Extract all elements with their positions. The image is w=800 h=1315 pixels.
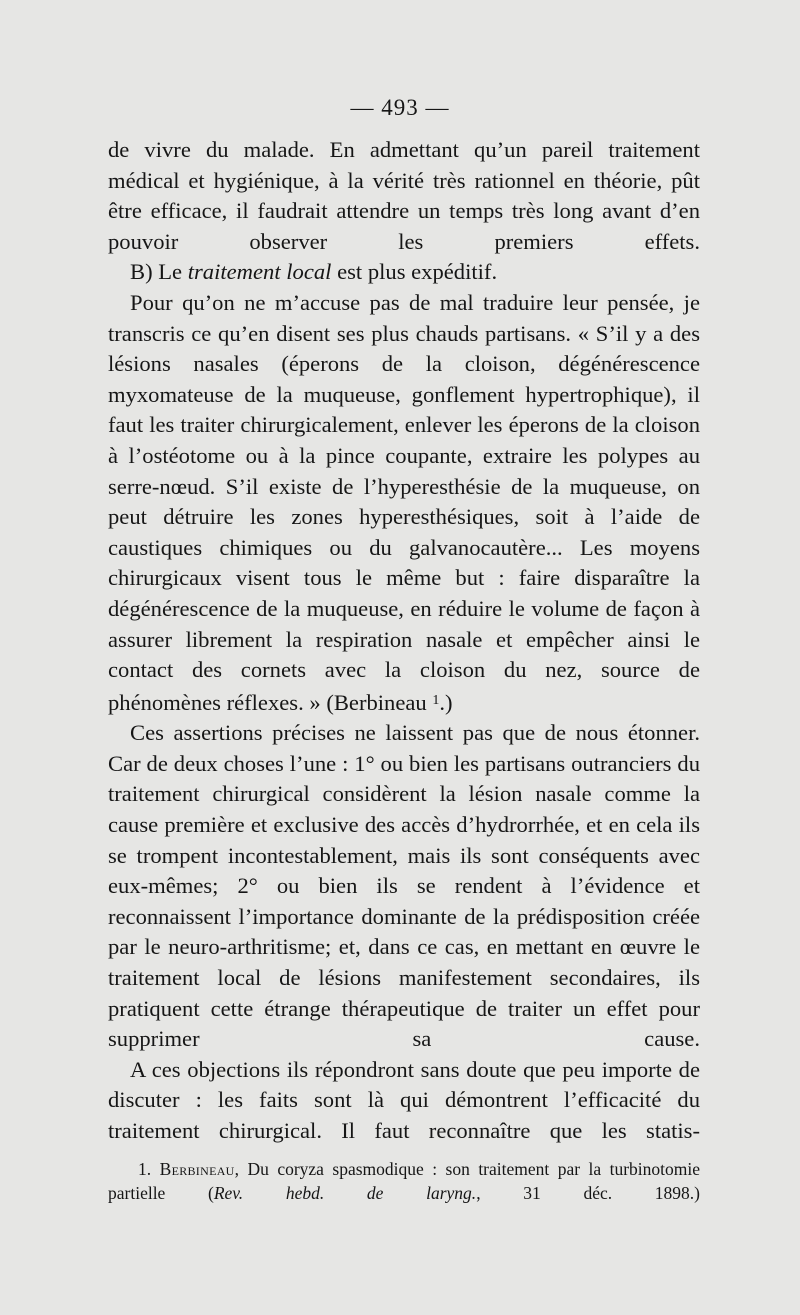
main-text: [108, 135, 700, 1147]
paragraph-2: [108, 257, 700, 288]
footnote-text: , Du coryza spasmodique : son traitement par la turbinotomie partielle (: [108, 1159, 701, 1203]
footnote-reference: 1: [432, 692, 440, 708]
footnote-author: Berbineau: [159, 1159, 235, 1179]
footnote-1: [108, 1157, 700, 1205]
footnote-journal: Rev. hebd. de laryng.: [213, 1183, 477, 1203]
paragraph-3-text: Pour qu’on ne m’accuse pas de mal traduire leur pensée, je transcris ce qu’en disent ses plus chauds partisans. « S’il y a des lésions nasales (éperons de la cloison, dégénérescence myxomateuse de la muqueuse, gonflement hypertrophique), il faut les traiter chirurgicalement, enlever les éperons de la cloison à l’ostéotome ou à la pince coupante, extraire les polypes au serre-nœud. S’il existe de l’hyperesthésie de la muqueuse, on peut détruire les zones hyperesthésiques, soit à l’aide de caustiques chimiques ou du galvanocautère... Les moyens chirurgicaux visent tous le même but : faire disparaître la dégénérescence de la muqueuse, en réduire le volume de façon à assurer librement la respiration nasale et empêcher ainsi le contact des cornets avec la cloison du nez, source de phénomènes réflexes. » (Berbineau: [108, 289, 700, 715]
paragraph-1: de vivre du malade. En admettant qu’un pareil traitement médical et hygiénique, à la vérité très rationnel en théorie, pût être efficace, il faudrait attendre un temps très long avant d’en pouvoir observer les premiers effets.: [108, 137, 700, 254]
paragraph-2-prefix: B) Le: [130, 259, 188, 285]
paragraph-4: Ces assertions précises ne laissent pas que de nous étonner. Car de deux choses l’une : 1° ou bien les partisans outranciers du traitement chirurgical considèrent la lésion nasale comme la cause première et exclusive des accès d’hydrorrhée, et en cela ils se trompent incontestablement, mais ils sont conséquents avec eux-mêmes; 2° ou bien ils se rendent à l’évidence et reconnaissent l’importance dominante de la prédisposition créée par le neuro-arthritisme; et, dans ce cas, en mettant en œuvre le traitement local de lésions manifestement secondaires, ils pratiquent cette étrange thérapeutique de traiter un effet pour supprimer sa cause.: [108, 720, 700, 1052]
footnote: [108, 1157, 700, 1205]
footnote-marker: 1.: [138, 1159, 152, 1179]
page-number: — 493 —: [350, 95, 450, 120]
paragraph-2-italic: traitement local: [187, 259, 332, 285]
paragraph-2-suffix: est plus expéditif.: [331, 259, 498, 285]
paragraph-3: [108, 288, 700, 718]
footnote-date: , 31 déc. 1898.): [476, 1183, 700, 1203]
paragraph-3-close: .): [439, 689, 453, 715]
paragraph-5: A ces objections ils répondront sans doute que peu importe de discuter : les faits sont là qui démontrent l’efficacité du traitement chirurgical. Il faut reconnaître que les statis-: [108, 1056, 700, 1143]
